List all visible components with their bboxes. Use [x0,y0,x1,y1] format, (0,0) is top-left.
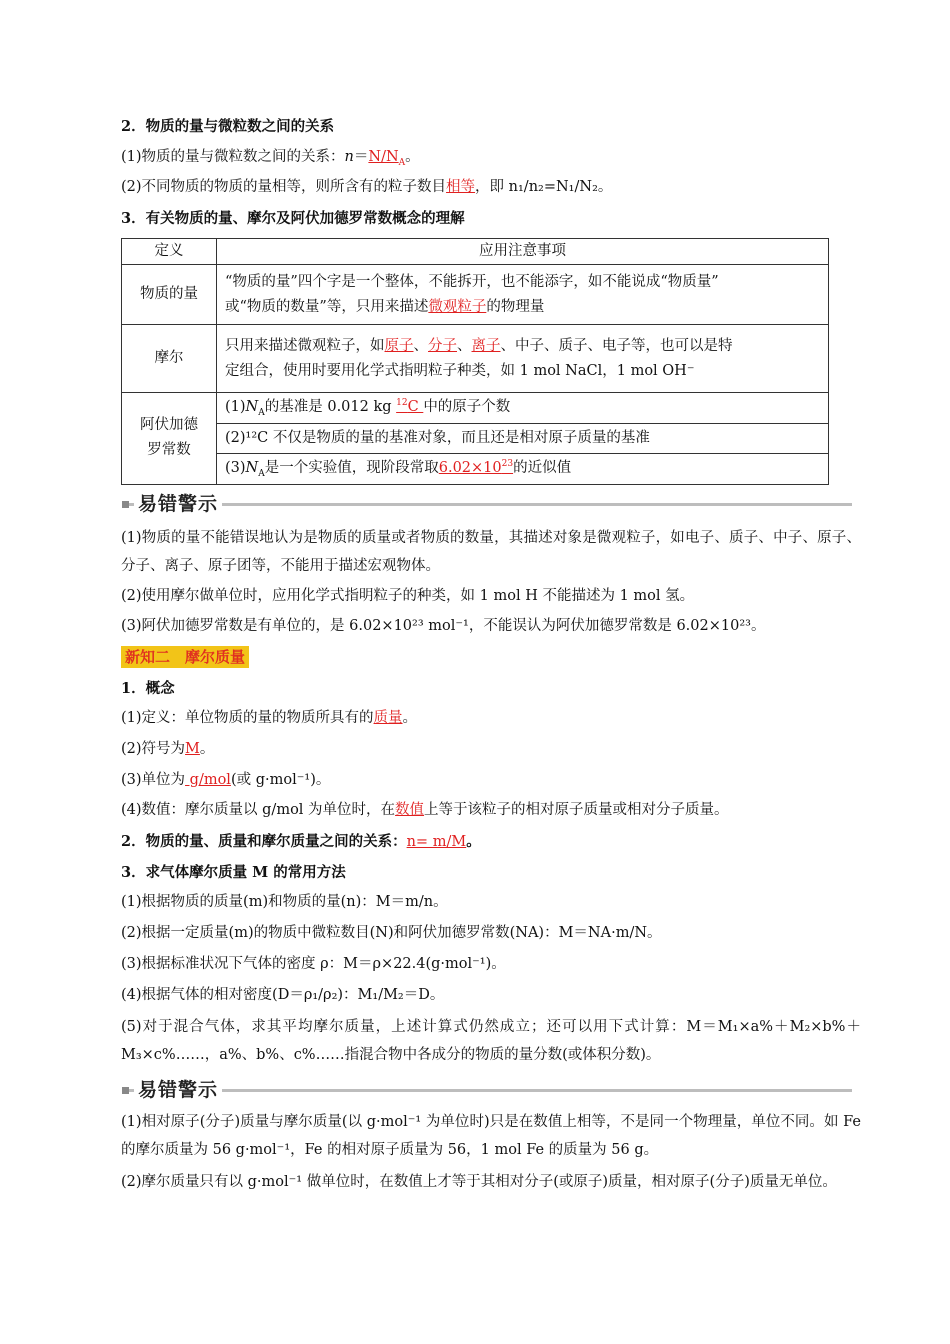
answer-blank: 分子 [428,337,457,354]
answer-blank: 数值 [395,802,425,818]
answer-blank: 质量 [373,710,403,726]
row-label: 物质的量 [122,265,217,325]
warning-banner [120,492,852,514]
table-header-cell: 定义 [122,239,217,265]
warning-paragraph: (3)阿伏加德罗常数是有单位的，是 6.02×10²³ mol⁻¹，不能误认为阿伏加德罗常数是 6.02×10²³。 [121,618,766,634]
method-item: (4)根据气体的相对密度(D＝ρ₁/ρ₂)：M₁/M₂＝D。 [121,987,445,1003]
method-item: (1)根据物质的质量(m)和物质的量(n)：M＝m/n。 [121,894,448,910]
method-item: (2)根据一定质量(m)的物质中微粒数目(N)和阿伏加德罗常数(NA)：M＝NA·m/N。 [121,925,662,941]
method-item: (3)根据标准状况下气体的密度 ρ：M＝ρ×22.4(g·mol⁻¹)。 [121,956,506,972]
warning-banner [120,1078,852,1100]
answer-blank: $^{12}$C [396,398,424,416]
warning-paragraph: (2)使用摩尔做单位时，应用化学式指明粒子的种类，如 1 mol H 不能描述为 1 mol 氢。 [121,588,695,604]
section-heading-concepts: 3．有关物质的量、摩尔及阿伏加德罗常数概念的理解 [121,210,465,227]
warning-paragraph: (2)摩尔质量只有以 g·mol⁻¹ 做单位时，在数值上才等于其相对分子(或原子)质量，相对原子(分子)质量无单位。 [121,1174,837,1190]
table-row [122,393,829,423]
row-label: 摩尔 [122,325,217,393]
answer-blank: $6.02\times 10^{23}$ [438,459,514,477]
answer-blank: 原子 [384,337,414,354]
row-label: 阿伏加德 罗常数 [122,393,217,484]
answer-blank: g/mol [185,772,231,788]
table-row [122,423,829,453]
unit-line: (3)单位为 g/mol(或 g·mol⁻¹)。 [121,772,331,788]
definition-line: (1)定义：单位物质的量的物质所具有的质量。 [121,710,418,726]
answer-blank: n= m/M [406,834,467,850]
relation-item-1: (1)物质的量与微粒数之间的关系：$n=N/N_A$。 [121,149,420,168]
concept-heading: 1．概念 [121,680,175,697]
method-item: (5)对于混合气体，求其平均摩尔质量，上述计算式仍然成立；还可以用下式计算：M＝M₁×a%＋M₂×b%＋M₃×c%……，a%、b%、c%……指混合物中各成分的物质的量分数(或体积分数)。 [121,1019,861,1064]
relation-item-2: (2)不同物质的物质的量相等，则所含有的粒子数目相等，即 n₁/n₂=N₁/N₂。 [121,179,613,195]
warning-label: 易错警示 [134,491,222,519]
table-row [122,454,829,484]
value-line: (4)数值：摩尔质量以 g/mol 为单位时，在数值上等于该粒子的相对原子质量或相对分子质量。 [121,802,729,818]
answer-blank: 离子 [471,337,501,354]
symbol-line: (2)符号为M。 [121,741,215,757]
relation-heading: 2．物质的量、质量和摩尔质量之间的关系：n= m/M。 [121,833,481,850]
row-content: $(1)N_A$的基准是 0.012 kg $^{12}$C 中的原子个数 [217,393,829,423]
method-heading: 3．求气体摩尔质量 M 的常用方法 [121,864,346,881]
table-row [122,265,829,325]
warning-paragraph: (1)相对原子(分子)质量与摩尔质量(以 g·mol⁻¹ 为单位时)只是在数值上相等，不是同一个物理量，单位不同。如 Fe 的摩尔质量为 56 g·mol⁻¹，Fe 的相对原子质量为 56，1 mol Fe 的质量为 56 g。 [121,1114,861,1159]
table-header-cell: 应用注意事项 [217,239,829,265]
concept-table [121,238,829,485]
table-row [122,325,829,393]
warning-label: 易错警示 [134,1077,222,1105]
row-content: (2)¹²C 不仅是物质的量的基准对象，而且还是相对原子质量的基准 [217,423,829,453]
section-heading-particles: 2．物质的量与微粒数之间的关系 [121,118,335,135]
row-content: 只用来描述微观粒子，如原子、分子、离子、中子、质子、电子等，也可以是特 定组合，使用时要用化学式指明粒子种类，如 1 mol NaCl，1 mol OH⁻ [217,325,829,393]
new-knowledge-title: 新知二 摩尔质量 [121,646,249,668]
row-content: $(3)N_A$是一个实验值，现阶段常取$6.02\times 10^{23}$的近似值 [217,454,829,484]
answer-blank: $N/N_A$ [368,149,406,168]
answer-blank: 相等 [446,179,476,195]
answer-blank: 微观粒子 [428,298,487,315]
row-content: “物质的量”四个字是一个整体，不能拆开，也不能添字，如不能说成“物质量” 或“物质的数量”等，只用来描述微观粒子的物理量 [217,265,829,325]
warning-paragraph: (1)物质的量不能错误地认为是物质的质量或者物质的数量，其描述对象是微观粒子，如电子、质子、中子、原子、分子、离子、原子团等，不能用于描述宏观物体。 [121,530,861,575]
answer-blank: M [185,741,200,757]
table-header-row [122,239,829,265]
